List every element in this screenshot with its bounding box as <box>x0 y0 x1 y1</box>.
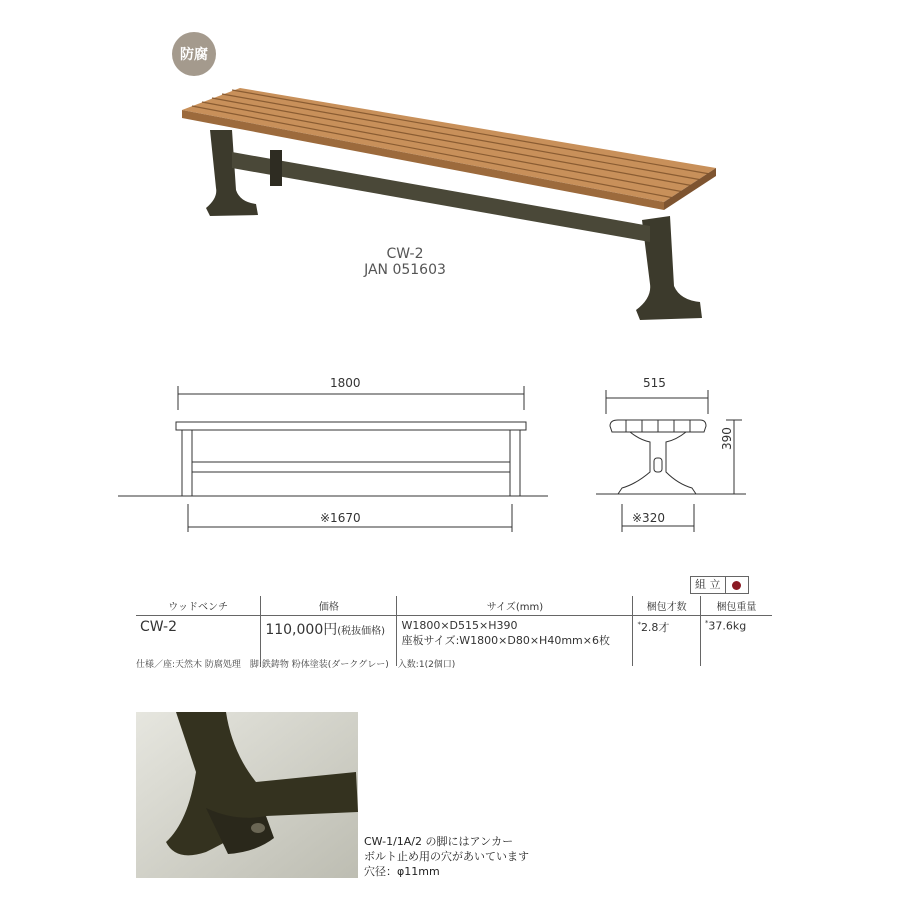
side-depth-label: 515 <box>643 376 666 390</box>
spec-table <box>136 596 772 666</box>
leg-detail-photo <box>136 712 358 878</box>
table-header-row <box>136 596 772 616</box>
header-volume: 梱包才数 <box>633 596 700 616</box>
cell-weight: *37.6kg <box>700 616 772 667</box>
header-size: サイズ(mm) <box>397 596 633 616</box>
side-height-label: 390 <box>720 427 734 450</box>
assembly-tag <box>690 576 749 594</box>
bench-photo <box>170 70 730 340</box>
spec-note: 仕様／座:天然木 防腐処理 脚:鉄鋳物 粉体塗装(ダークグレー) 入数:1(2個口) <box>136 660 456 670</box>
model-caption: CW-2 <box>386 246 424 262</box>
antirot-badge: 防腐 <box>172 32 216 76</box>
header-weight: 梱包重量 <box>700 596 772 616</box>
front-width-label: 1800 <box>330 376 361 390</box>
cell-volume: *2.8才 <box>633 616 700 667</box>
header-name: ウッドベンチ <box>136 596 261 616</box>
size-line2: 座板サイズ:W1800×D80×H40mm×6枚 <box>401 634 610 647</box>
flag-dot-icon <box>732 581 741 590</box>
header-price: 価格 <box>261 596 397 616</box>
size-line1: W1800×D515×H390 <box>401 619 518 632</box>
photo-note: CW-1/1A/2 の脚にはアンカー ボルト止め用の穴があいています 穴径：φ11mm <box>364 835 529 878</box>
side-view-drawing <box>596 380 756 540</box>
front-inner-label: ※1670 <box>320 511 361 525</box>
price-note: (税抜価格) <box>337 626 386 637</box>
jan-code: JAN 051603 <box>364 262 446 278</box>
origin-flag <box>726 577 748 593</box>
assembly-label: 組 立 <box>691 577 726 593</box>
cell-name: CW-2 <box>140 619 178 635</box>
side-foot-label: ※320 <box>632 511 665 525</box>
price-value: 110,000円 <box>265 622 338 638</box>
